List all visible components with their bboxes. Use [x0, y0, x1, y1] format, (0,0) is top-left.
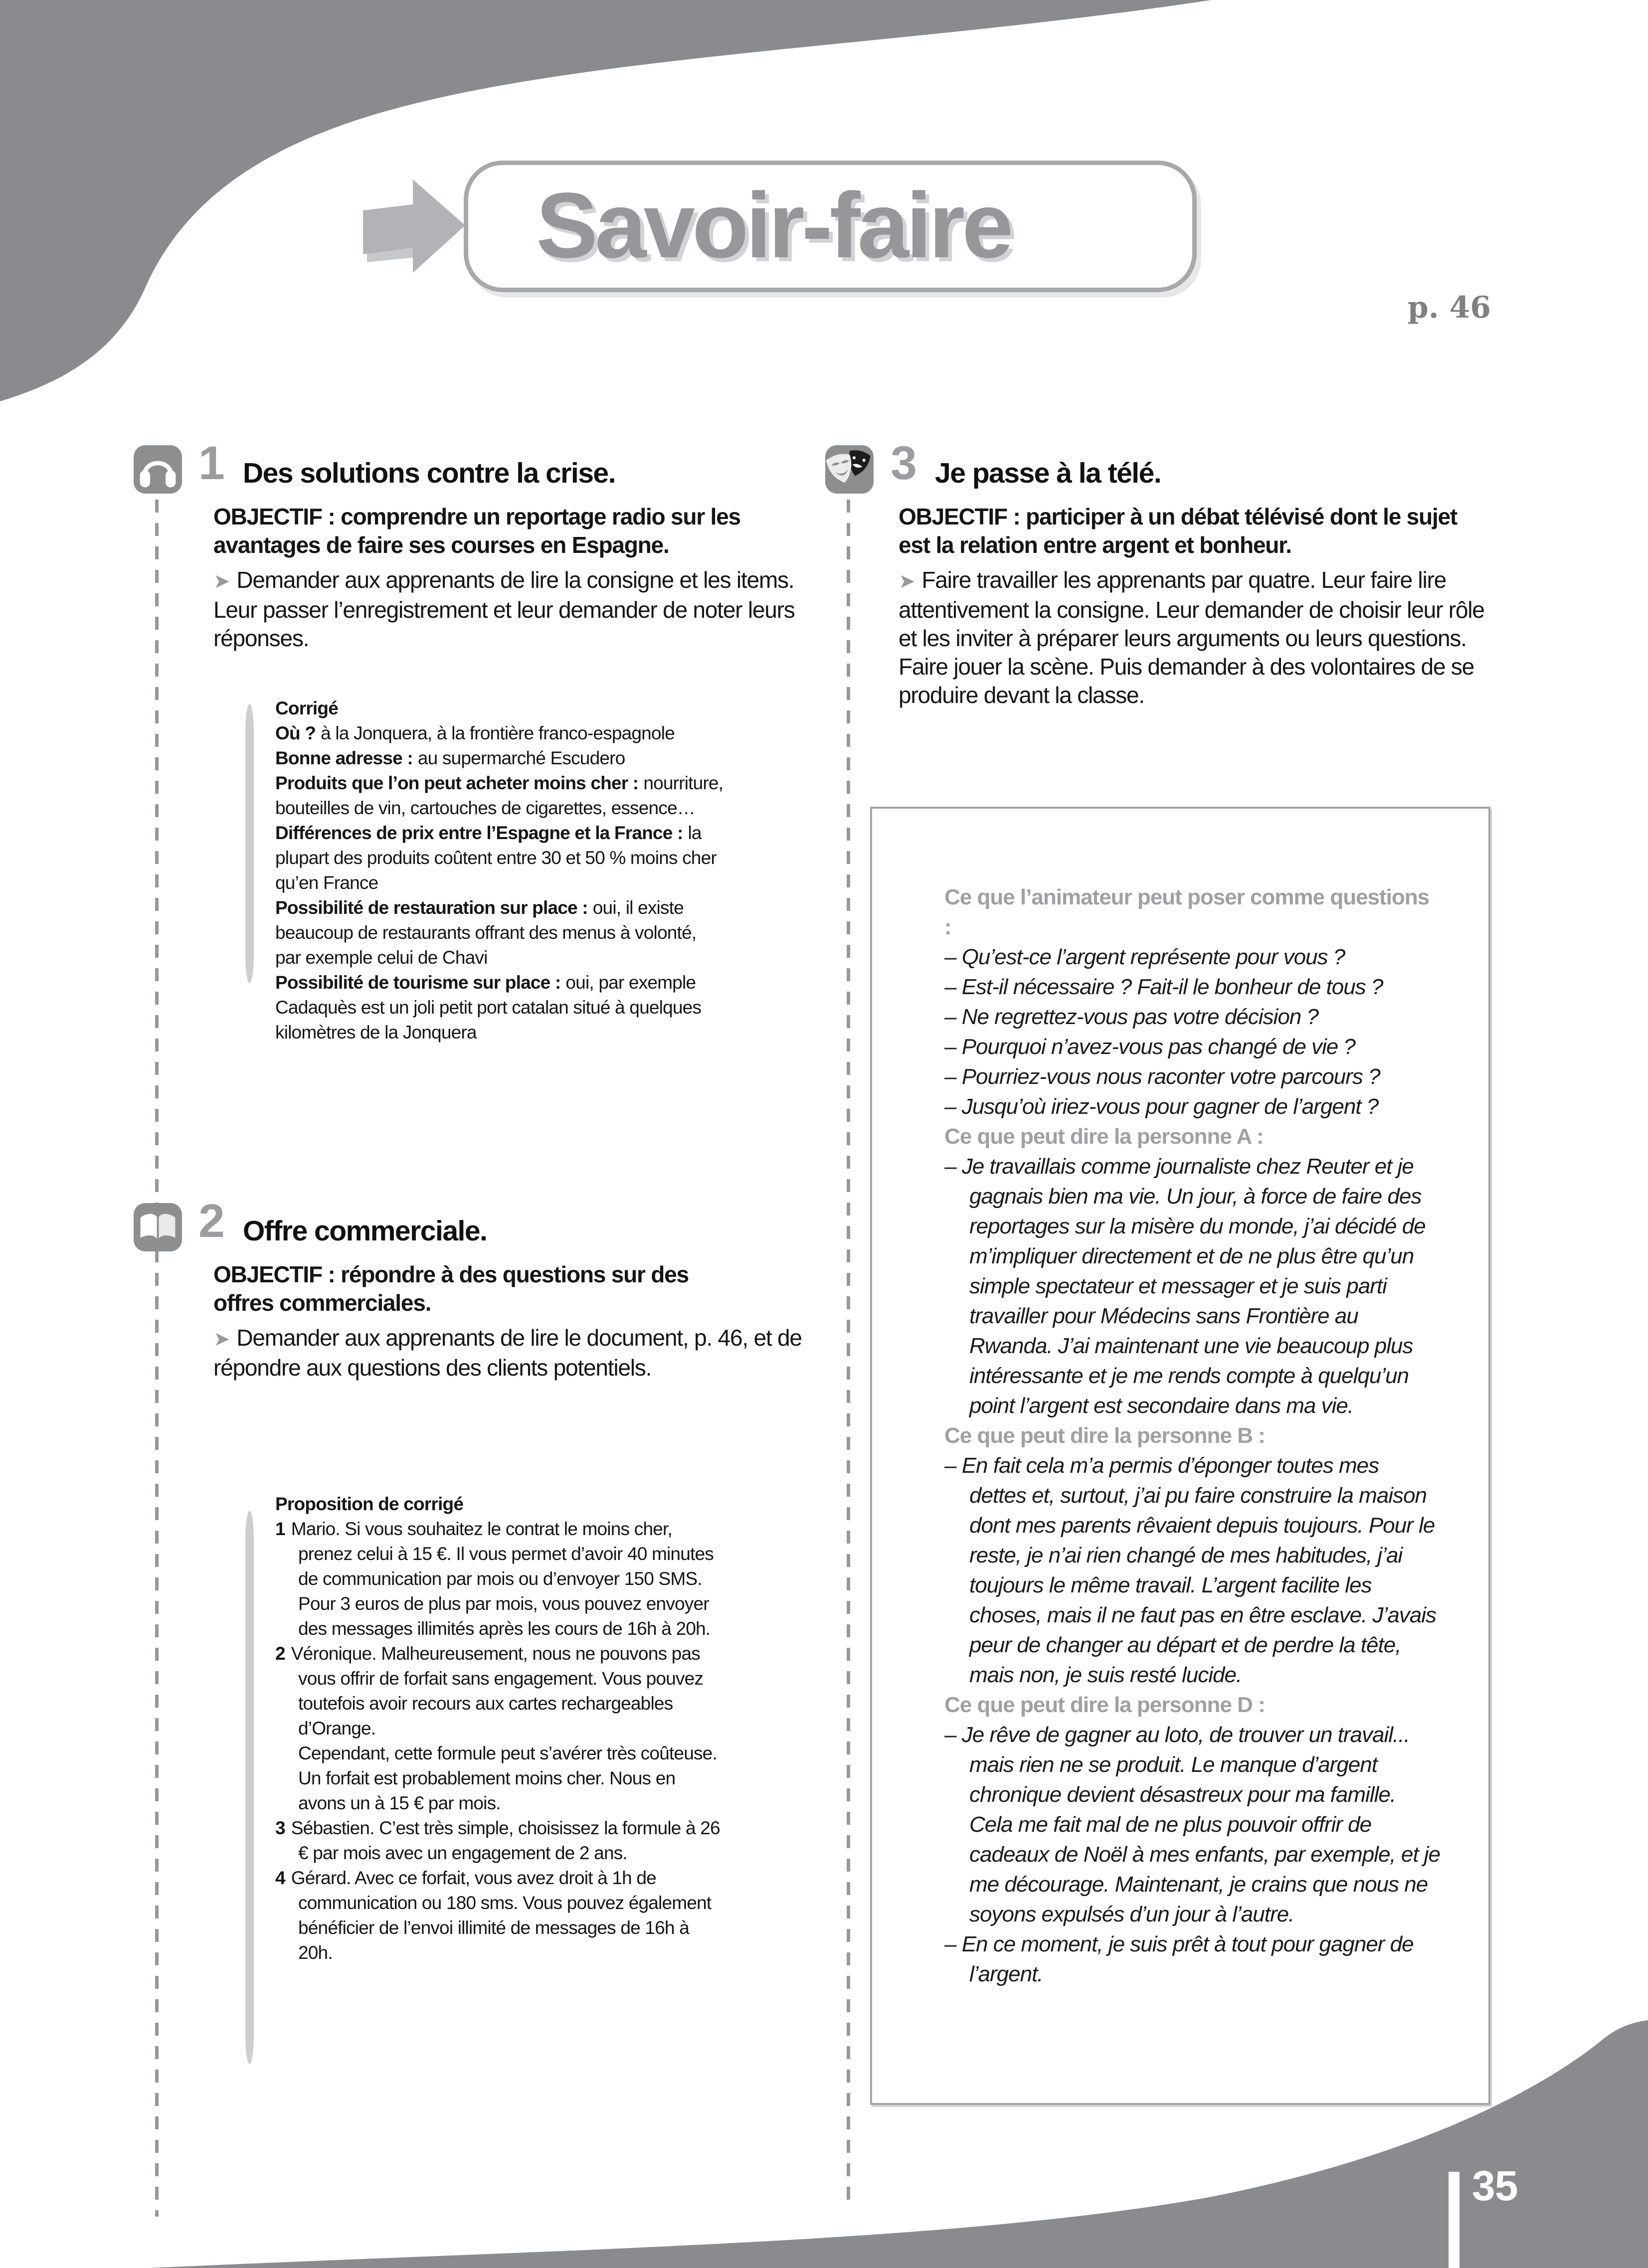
proposition-block	[275, 1492, 724, 1965]
section-3-instruction: ➤ Faire travailler les apprenants par quatre. Leur faire lire attentivement la consigne. Leur demander de choisir leur rôle et les inviter à préparer leurs arguments ou leurs questions. Faire jouer la scène. Puis demander à des volontaires de se produire devant la classe.	[899, 567, 1484, 708]
arrow-bullet-icon: ➤	[213, 1328, 230, 1350]
proposition-item: 1 Mario. Si vous souhaitez le contrat le moins cher, prenez celui à 15 €. Il vous permet d’avoir 40 minutes de communication par mois ou d’envoyer 150 SMS. Pour 3 euros de plus par mois, vous pouvez envoyer des messages illimités après les cours de 16h à 20h.	[275, 1519, 714, 1639]
section-1-instruction: ➤ Demander aux apprenants de lire la consigne et les items. Leur passer l’enregistrement et leur demander de noter leurs réponses.	[213, 567, 795, 651]
section-2-number: 2	[198, 1195, 223, 1247]
box-question-line: – Qu’est-ce l’argent représente pour vous ?	[944, 945, 1345, 969]
theater-masks-icon	[825, 445, 874, 494]
section-3-title: Je passe à la télé.	[935, 457, 1161, 489]
headphones-icon	[134, 445, 182, 494]
footer-divider-bar	[1449, 2172, 1460, 2268]
arrow-bullet-icon: ➤	[899, 570, 915, 592]
corrige-item: Possibilité de tourisme sur place : oui, par exemple Cadaquès est un joli petit port catalan situé à quelques kilomètres de la Jonquera	[275, 972, 702, 1043]
box-dialogue-line: – En fait cela m’a permis d’éponger toutes mes dettes et, surtout, j’ai pu faire construire la maison dont mes parents rêvaient depuis toujours. Pour le reste, je n’ai rien changé de mes habitudes, j’ai toujours le même travail. L’argent facilite les choses, mais il ne faut pas en être esclave. J’avais peur de changer au départ et de perdre la tête, mais non, je suis resté lucide.	[944, 1453, 1437, 1687]
box-question-line: – Ne regrettez-vous pas votre décision ?	[944, 1005, 1318, 1029]
corrige-item: Bonne adresse : au supermarché Escudero	[275, 748, 625, 768]
box-question-line: – Pourriez-vous nous raconter votre parcours ?	[944, 1064, 1380, 1089]
corrige-block	[275, 696, 724, 1045]
banner-title: Savoir-faire	[536, 174, 1011, 277]
banner-arrow-icon	[363, 175, 470, 285]
open-book-icon	[134, 1203, 182, 1251]
dashed-guide-line-right	[847, 500, 850, 2210]
corrige-item: Où ? à la Jonquera, à la frontière franco-espagnole	[275, 723, 675, 743]
section-3-objectif: OBJECTIF : participer à un débat télévisé dont le sujet est la relation entre argent et bonheur.	[899, 504, 1458, 558]
page-number: 35	[1472, 2162, 1518, 2209]
box-group-header: Ce que peut dire la personne D :	[944, 1693, 1265, 1717]
section-1-objectif: OBJECTIF : comprendre un reportage radio sur les avantages de faire ses courses en Espagne.	[213, 504, 740, 558]
box-group-header: Ce que l’animateur peut poser comme questions :	[944, 885, 1430, 939]
section-3-number: 3	[891, 437, 916, 490]
box-dialogue-line: – Je rêve de gagner au loto, de trouver un travail... mais rien ne se produit. Le manque d’argent chronique devient désastreux pour ma famille. Cela me fait mal de ne plus pouvoir offrir de cadeaux de Noël à mes enfants, par exemple, et je me décourage. Maintenant, je crains que nous ne soyons expulsés d’un jour à l’autre.	[944, 1723, 1441, 1926]
proposition-item: 2 Véronique. Malheureusement, nous ne pouvons pas vous offrir de forfait sans engagement. Vous pouvez toutefois avoir recours aux cartes rechargeables d’Orange.	[275, 1643, 704, 1739]
box-dialogue-line: – En ce moment, je suis prêt à tout pour gagner de l’argent.	[944, 1932, 1414, 1986]
box-question-line: – Est-il nécessaire ? Fait-il le bonheur de tous ?	[944, 975, 1383, 999]
dashed-guide-line-left	[155, 500, 159, 2217]
section-1-number: 1	[198, 437, 223, 490]
corrige-item: Possibilité de restauration sur place : oui, il existe beaucoup de restaurants offrant des menus à volonté, par exemple celui de Chavi	[275, 897, 697, 968]
box-group-header: Ce que peut dire la personne B :	[944, 1423, 1265, 1448]
box-question-line: – Jusqu’où iriez-vous pour gagner de l’argent ?	[944, 1094, 1379, 1119]
proposition-item-continuation: Cependant, cette formule peut s’avérer très coûteuse. Un forfait est probablement moins cher. Nous en avons un à 15 € par mois.	[298, 1743, 717, 1813]
box-dialogue-line: – Je travaillais comme journaliste chez Reuter et je gagnais bien ma vie. Un jour, à force de faire des reportages sur la misère du monde, j’ai décidé de m’impliquer directement et de ne plus être qu’un simple spectateur et messager et je suis parti travailler pour Médecins sans Frontière au Rwanda. J’ai maintenant une vie beaucoup plus intéressante et je me rends compte à quelqu’un point l’argent est secondaire dans ma vie.	[944, 1154, 1426, 1418]
page-ref-label: p. 46	[1407, 290, 1491, 325]
section-2-instruction: ➤ Demander aux apprenants de lire le document, p. 46, et de répondre aux questions des clients potentiels.	[213, 1325, 802, 1381]
corrige-title: Corrigé	[275, 698, 338, 718]
box-question-line: – Pourquoi n’avez-vous pas changé de vie ?	[944, 1035, 1355, 1059]
corrige-item: Produits que l’on peut acheter moins cher : nourriture, bouteilles de vin, cartouches de cigarettes, essence…	[275, 773, 724, 818]
proposition-item: 4 Gérard. Avec ce forfait, vous avez droit à 1h de communication ou 180 sms. Vous pouvez également bénéficier de l’envoi illimité de messages de 16h à 20h.	[275, 1868, 712, 1963]
corrige-item: Différences de prix entre l’Espagne et la France : la plupart des produits coûtent entre 30 et 50 % moins cher qu’en France	[275, 823, 717, 893]
box-group-header: Ce que peut dire la personne A :	[944, 1124, 1264, 1149]
corrige-quote-bar	[245, 704, 254, 983]
proposition-title: Proposition de corrigé	[275, 1494, 464, 1514]
section-2-objectif: OBJECTIF : répondre à des questions sur des offres commerciales.	[213, 1261, 689, 1316]
proposition-item: 3 Sébastien. C’est très simple, choisissez la formule à 26 € par mois avec un engagement de 2 ans.	[275, 1818, 720, 1863]
section-2-title: Offre commerciale.	[243, 1215, 487, 1247]
proposition-quote-bar	[245, 1511, 254, 2064]
arrow-bullet-icon: ➤	[213, 570, 230, 592]
section-1-title: Des solutions contre la crise.	[243, 457, 615, 489]
dialogue-suggestions-box	[870, 807, 1490, 2105]
